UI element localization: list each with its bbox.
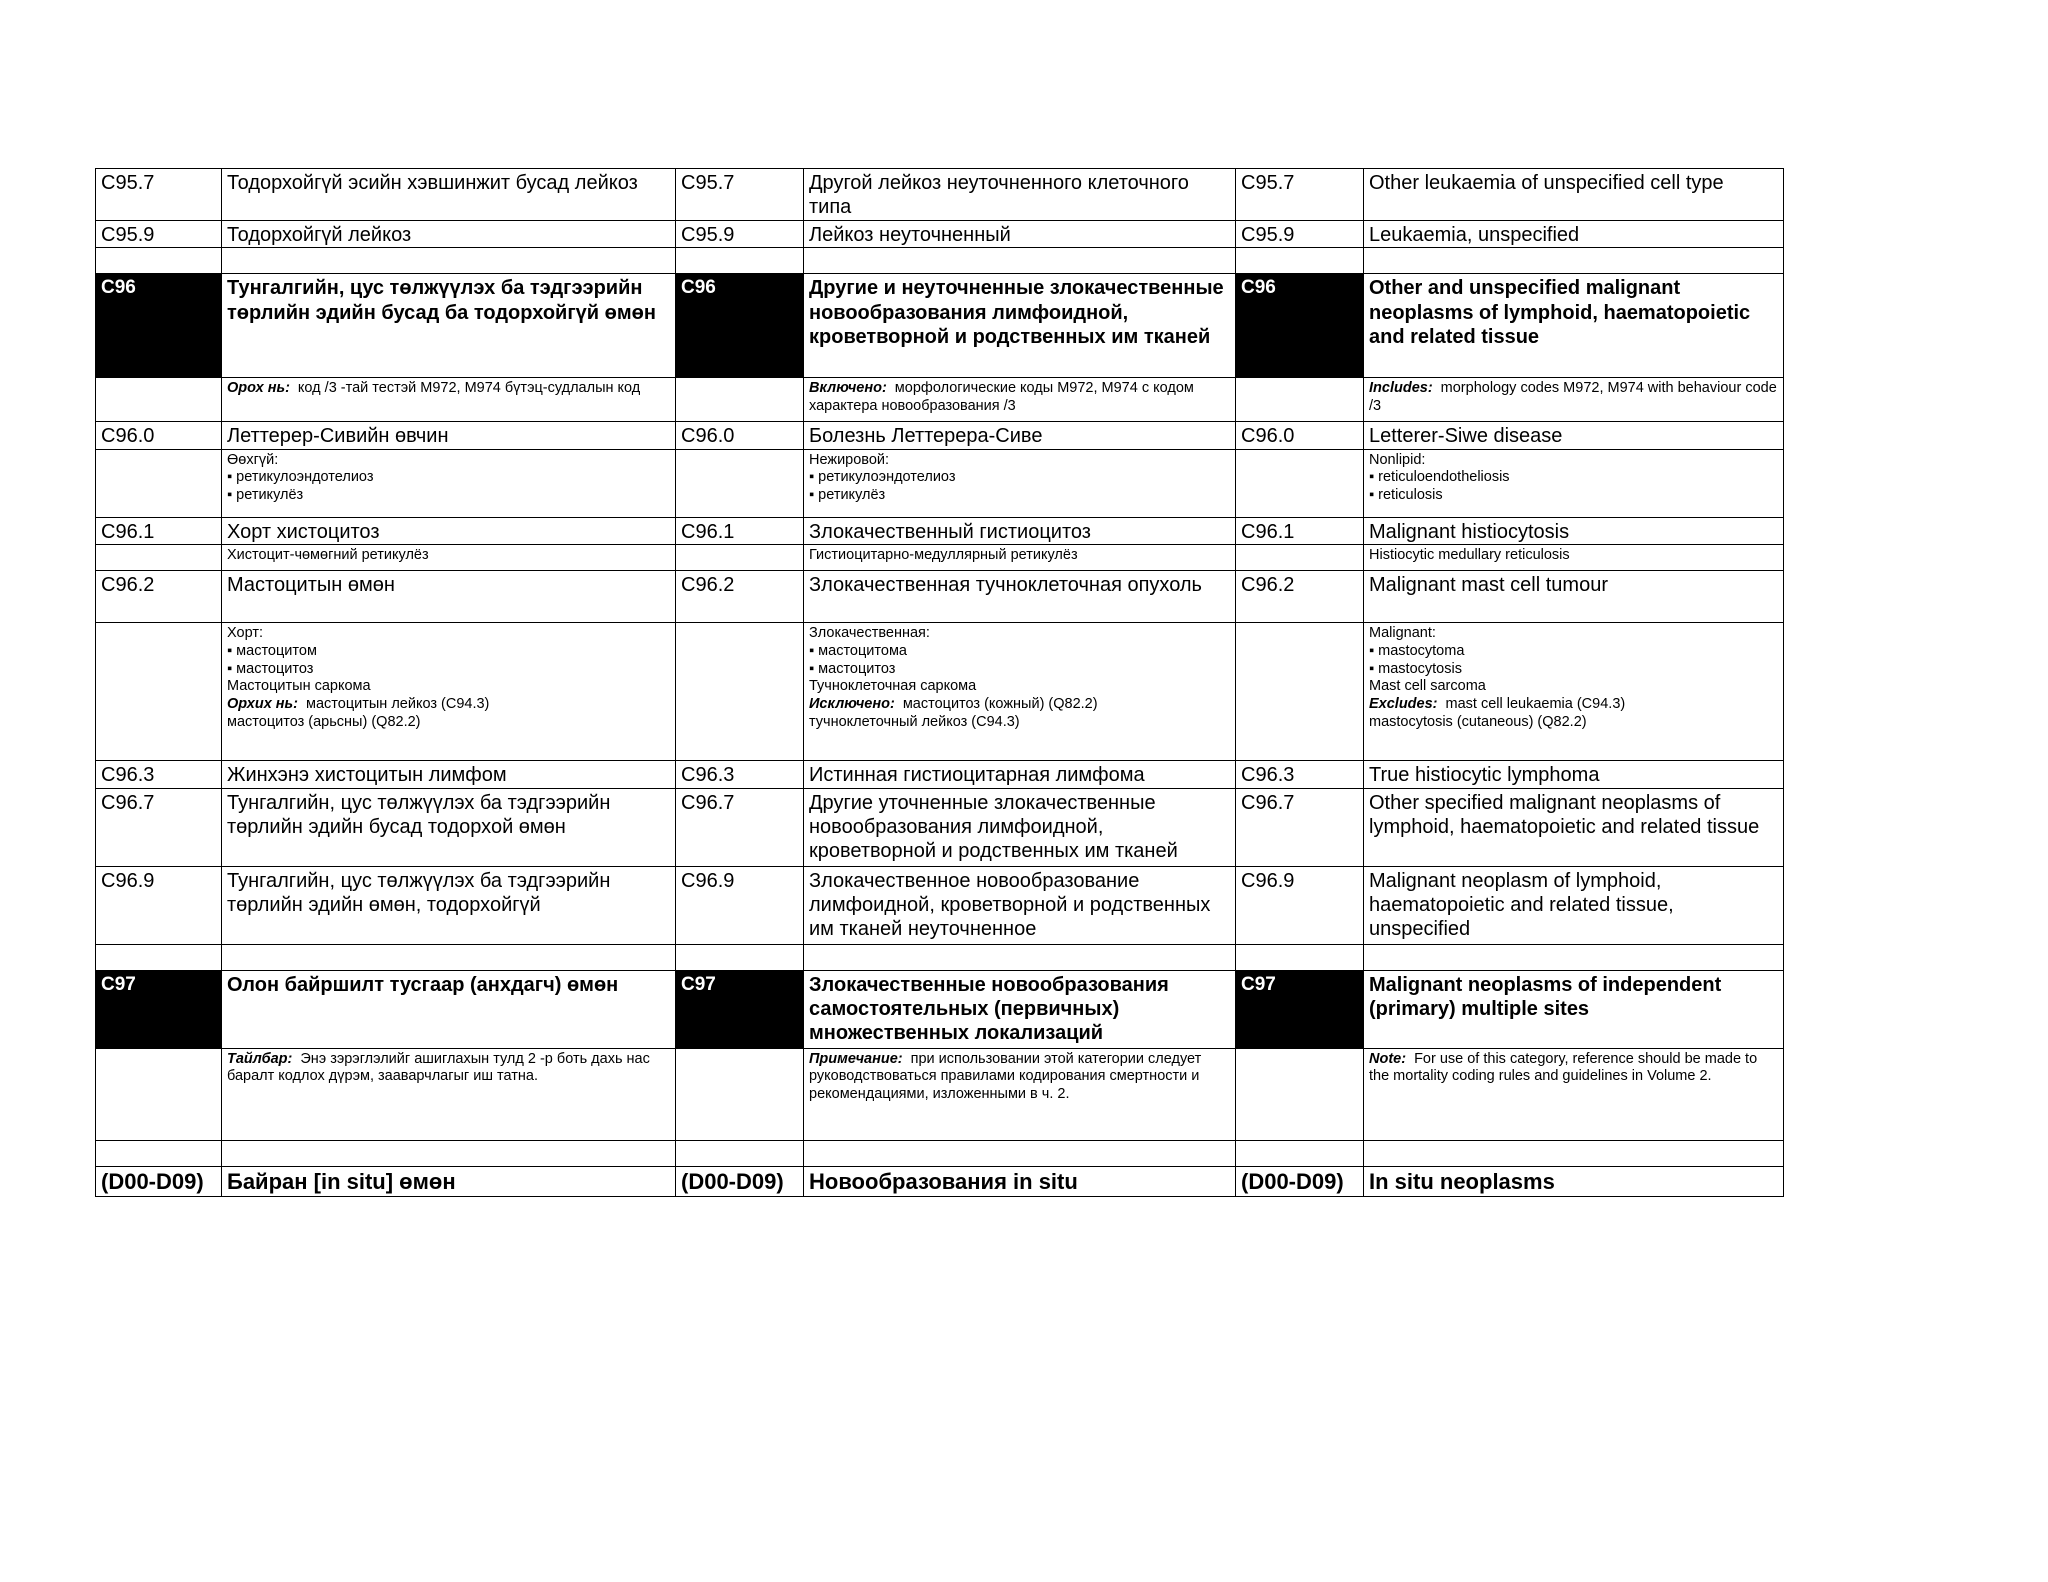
note-line: [809, 643, 1230, 661]
empty-cell: [804, 248, 1236, 274]
note-label: Excludes:: [1369, 695, 1438, 712]
empty-cell: [96, 378, 222, 422]
description-cell: Болезнь Леттерера-Сиве: [804, 422, 1236, 449]
description-cell: Malignant mast cell tumour: [1364, 571, 1784, 623]
table-row: [96, 970, 1784, 1048]
note-text: Энэ зэрэглэлийг ашиглахын тулд 2 -р боть дахь нас баралт кодлох дүрэм, зааварчлагыг иш татна.: [227, 1050, 650, 1085]
empty-cell: [222, 944, 676, 970]
note-text: Nonlipid:: [1369, 451, 1426, 468]
note-text: Histiocytic medullary reticulosis: [1369, 547, 1570, 564]
code-cell: C96.2: [1236, 571, 1364, 623]
note-line: [227, 714, 670, 732]
empty-cell: [676, 449, 804, 517]
empty-cell: [1236, 545, 1364, 571]
note-line: [227, 469, 670, 487]
note-text: мастоцитоз (арьсны) (Q82.2): [227, 713, 421, 730]
description-cell: True histiocytic lymphoma: [1364, 761, 1784, 788]
category-title-cell: Злокачественные новообразования самостоятельных (первичных) множественных локализаций: [804, 970, 1236, 1048]
empty-cell: [804, 1140, 1236, 1166]
note-line: [1369, 661, 1778, 679]
empty-cell: [804, 944, 1236, 970]
note-cell: [222, 545, 676, 571]
note-cell: [1364, 378, 1784, 422]
category-code-cell: C96: [676, 274, 804, 378]
code-cell: (D00-D09): [1236, 1166, 1364, 1196]
table-row: [96, 517, 1784, 544]
code-cell: C96.1: [96, 517, 222, 544]
note-line: [809, 1051, 1230, 1104]
category-title-cell: Олон байршилт тусгаар (анхдагч) өмөн: [222, 970, 676, 1048]
category-title-cell: Other and unspecified malignant neoplasms of lymphoid, haematopoietic and related tissue: [1364, 274, 1784, 378]
note-line: [227, 678, 670, 696]
note-text: тучноклеточный лейкоз (C94.3): [809, 713, 1020, 730]
code-cell: C95.9: [676, 221, 804, 248]
empty-cell: [1236, 944, 1364, 970]
empty-cell: [96, 623, 222, 761]
note-text: Тучноклеточная саркома: [809, 678, 977, 695]
note-cell: [1364, 623, 1784, 761]
description-cell: Новообразования in situ: [804, 1166, 1236, 1196]
empty-cell: [1364, 248, 1784, 274]
note-line: [1369, 625, 1778, 643]
note-text: Malignant:: [1369, 625, 1436, 642]
note-text: ▪ reticulosis: [1369, 487, 1443, 504]
description-cell: Леттерер-Сивийн өвчин: [222, 422, 676, 449]
code-cell: C96.1: [676, 517, 804, 544]
description-cell: Другой лейкоз неуточненного клеточного типа: [804, 169, 1236, 221]
note-line: [809, 661, 1230, 679]
note-cell: [804, 449, 1236, 517]
category-code-cell: C97: [676, 970, 804, 1048]
note-text: ▪ мастоцитоз: [227, 660, 314, 677]
empty-cell: [222, 248, 676, 274]
note-text: ▪ ретикулоэндотелиоз: [227, 469, 374, 486]
empty-cell: [676, 545, 804, 571]
code-cell: C96.9: [676, 866, 804, 944]
code-cell: C96.7: [1236, 788, 1364, 866]
note-text: Нежировой:: [809, 451, 890, 468]
empty-cell: [96, 1048, 222, 1140]
note-cell: [222, 623, 676, 761]
note-text: Злокачественная:: [809, 625, 930, 642]
description-cell: In situ neoplasms: [1364, 1166, 1784, 1196]
note-label: Note:: [1369, 1050, 1407, 1067]
note-line: [227, 380, 670, 398]
code-cell: C96.7: [676, 788, 804, 866]
empty-cell: [1236, 378, 1364, 422]
note-line: [227, 661, 670, 679]
code-cell: C95.7: [1236, 169, 1364, 221]
code-cell: C96.3: [676, 761, 804, 788]
note-text: морфологические коды M972, M974 с кодом характера новообразования /3: [809, 380, 1194, 415]
table-row: [96, 449, 1784, 517]
note-text: ▪ мастоцитоз: [809, 660, 896, 677]
empty-cell: [676, 378, 804, 422]
description-cell: Тодорхойгүй лейкоз: [222, 221, 676, 248]
description-cell: Другие уточненные злокачественные новообразования лимфоидной, кроветворной и родственных им тканей: [804, 788, 1236, 866]
note-line: [809, 714, 1230, 732]
table-row: [96, 761, 1784, 788]
table-row: [96, 422, 1784, 449]
empty-cell: [222, 1140, 676, 1166]
description-cell: Тунгалгийн, цус төлжүүлэх ба тэдгээрийн төрлийн эдийн бусад тодорхой өмөн: [222, 788, 676, 866]
note-line: [1369, 1051, 1778, 1086]
blank-row: [96, 944, 1784, 970]
note-text: For use of this category, reference should be made to the mortality coding rules and guidelines in Volume 2.: [1369, 1050, 1758, 1085]
note-line: [227, 452, 670, 470]
category-code-cell: C96: [96, 274, 222, 378]
description-cell: Letterer-Siwe disease: [1364, 422, 1784, 449]
note-label: Тайлбар:: [227, 1050, 293, 1067]
description-cell: Malignant neoplasm of lymphoid, haematopoietic and related tissue, unspecified: [1364, 866, 1784, 944]
note-line: [1369, 452, 1778, 470]
code-cell: C96.0: [96, 422, 222, 449]
note-text: Гистиоцитарно-медуллярный ретикулёз: [809, 547, 1078, 564]
code-cell: C96.0: [1236, 422, 1364, 449]
note-text: ▪ мастоцитом: [227, 642, 317, 659]
empty-cell: [676, 944, 804, 970]
note-line: [1369, 696, 1778, 714]
note-line: [809, 625, 1230, 643]
table-row: [96, 1166, 1784, 1196]
empty-cell: [96, 1140, 222, 1166]
empty-cell: [676, 248, 804, 274]
note-cell: [1364, 1048, 1784, 1140]
code-cell: C96.9: [1236, 866, 1364, 944]
table-row: [96, 571, 1784, 623]
description-cell: Тунгалгийн, цус төлжүүлэх ба тэдгээрийн төрлийн эдийн өмөн, тодорхойгүй: [222, 866, 676, 944]
category-code-cell: C96: [1236, 274, 1364, 378]
description-cell: Мастоцитын өмөн: [222, 571, 676, 623]
note-text: ▪ mastocytoma: [1369, 642, 1465, 659]
empty-cell: [676, 1140, 804, 1166]
note-text: код /3 -тай тестэй M972, M974 бүтэц-судлалын код: [297, 380, 641, 397]
code-cell: C96.9: [96, 866, 222, 944]
note-line: [227, 643, 670, 661]
note-text: morphology codes M972, M974 with behaviour code /3: [1369, 380, 1777, 415]
note-text: мастоцитын лейкоз (C94.3): [306, 695, 490, 712]
note-line: [1369, 380, 1778, 415]
code-cell: (D00-D09): [676, 1166, 804, 1196]
empty-cell: [1236, 1048, 1364, 1140]
category-code-cell: C97: [1236, 970, 1364, 1048]
category-title-cell: Другие и неуточненные злокачественные новообразования лимфоидной, кроветворной и родственных им тканей: [804, 274, 1236, 378]
empty-cell: [676, 1048, 804, 1140]
note-cell: [1364, 545, 1784, 571]
note-line: [227, 547, 670, 565]
empty-cell: [96, 944, 222, 970]
empty-cell: [1364, 1140, 1784, 1166]
note-label: Включено:: [809, 380, 887, 397]
description-cell: Malignant histiocytosis: [1364, 517, 1784, 544]
code-cell: (D00-D09): [96, 1166, 222, 1196]
note-text: ▪ ретикулёз: [809, 487, 886, 504]
note-text: mast cell leukaemia (C94.3): [1445, 695, 1626, 712]
table-row: [96, 274, 1784, 378]
table-row: [96, 378, 1784, 422]
note-line: [809, 678, 1230, 696]
note-line: [1369, 714, 1778, 732]
note-cell: [804, 545, 1236, 571]
note-cell: [804, 1048, 1236, 1140]
note-text: при использовании этой категории следует руководствоваться правилами кодирования смертности и рекомендациями, изложенными в ч. 2.: [809, 1050, 1202, 1102]
description-cell: Истинная гистиоцитарная лимфома: [804, 761, 1236, 788]
empty-cell: [676, 623, 804, 761]
description-cell: Жинхэнэ хистоцитын лимфом: [222, 761, 676, 788]
code-cell: C95.9: [96, 221, 222, 248]
note-cell: [1364, 449, 1784, 517]
code-cell: C96.7: [96, 788, 222, 866]
blank-row: [96, 1140, 1784, 1166]
empty-cell: [96, 545, 222, 571]
empty-cell: [1236, 449, 1364, 517]
note-cell: [222, 449, 676, 517]
description-cell: Злокачественный гистиоцитоз: [804, 517, 1236, 544]
note-line: [809, 469, 1230, 487]
description-cell: Лейкоз неуточненный: [804, 221, 1236, 248]
note-line: [1369, 678, 1778, 696]
note-line: [227, 625, 670, 643]
note-label: Исключено:: [809, 695, 895, 712]
note-text: Мастоцитын саркома: [227, 678, 371, 695]
description-cell: Other leukaemia of unspecified cell type: [1364, 169, 1784, 221]
note-text: ▪ мастоцитома: [809, 642, 907, 659]
note-line: [1369, 487, 1778, 505]
table-row: [96, 866, 1784, 944]
note-text: ▪ ретикулоэндотелиоз: [809, 469, 956, 486]
note-label: Includes:: [1369, 380, 1433, 397]
code-cell: C96.3: [1236, 761, 1364, 788]
note-text: ▪ ретикулёз: [227, 487, 304, 504]
note-cell: [222, 1048, 676, 1140]
note-text: Хорт:: [227, 625, 263, 642]
code-cell: C96.2: [96, 571, 222, 623]
note-text: мастоцитоз (кожный) (Q82.2): [902, 695, 1098, 712]
category-code-cell: C97: [96, 970, 222, 1048]
note-line: [1369, 643, 1778, 661]
note-line: [809, 452, 1230, 470]
description-cell: Хорт хистоцитоз: [222, 517, 676, 544]
note-text: mastocytosis (cutaneous) (Q82.2): [1369, 713, 1587, 730]
table-row: [96, 623, 1784, 761]
note-line: [809, 487, 1230, 505]
code-cell: C96.0: [676, 422, 804, 449]
icd-code-table: [95, 168, 1784, 1197]
empty-cell: [96, 248, 222, 274]
table-row: [96, 1048, 1784, 1140]
note-line: [227, 1051, 670, 1086]
code-cell: C96.1: [1236, 517, 1364, 544]
description-cell: Leukaemia, unspecified: [1364, 221, 1784, 248]
note-label: Орох нь:: [227, 380, 290, 397]
note-line: [809, 696, 1230, 714]
category-title-cell: Тунгалгийн, цус төлжүүлэх ба тэдгээрийн төрлийн эдийн бусад ба тодорхойгүй өмөн: [222, 274, 676, 378]
blank-row: [96, 248, 1784, 274]
note-line: [809, 547, 1230, 565]
note-label: Примечание:: [809, 1050, 903, 1067]
category-title-cell: Malignant neoplasms of independent (primary) multiple sites: [1364, 970, 1784, 1048]
note-label: Орхих нь:: [227, 695, 298, 712]
note-line: [1369, 547, 1778, 565]
code-cell: C95.7: [96, 169, 222, 221]
note-cell: [804, 623, 1236, 761]
empty-cell: [1236, 248, 1364, 274]
table-row: [96, 788, 1784, 866]
code-cell: C96.3: [96, 761, 222, 788]
note-text: ▪ mastocytosis: [1369, 660, 1462, 677]
code-cell: C95.9: [1236, 221, 1364, 248]
empty-cell: [1236, 1140, 1364, 1166]
code-cell: C95.7: [676, 169, 804, 221]
table-row: [96, 545, 1784, 571]
description-cell: Злокачественная тучноклеточная опухоль: [804, 571, 1236, 623]
empty-cell: [96, 449, 222, 517]
code-cell: C96.2: [676, 571, 804, 623]
note-line: [227, 696, 670, 714]
empty-cell: [1236, 623, 1364, 761]
note-cell: [804, 378, 1236, 422]
description-cell: Байран [in situ] өмөн: [222, 1166, 676, 1196]
note-line: [809, 380, 1230, 415]
note-line: [1369, 469, 1778, 487]
table-row: [96, 221, 1784, 248]
note-text: Mast cell sarcoma: [1369, 678, 1486, 695]
note-cell: [222, 378, 676, 422]
empty-cell: [1364, 944, 1784, 970]
note-text: ▪ reticuloendotheliosis: [1369, 469, 1510, 486]
description-cell: Тодорхойгүй эсийн хэвшинжит бусад лейкоз: [222, 169, 676, 221]
note-text: Хистоцит-чөмөгний ретикулёз: [227, 547, 429, 564]
description-cell: Other specified malignant neoplasms of lymphoid, haematopoietic and related tissue: [1364, 788, 1784, 866]
description-cell: Злокачественное новообразование лимфоидной, кроветворной и родственных им тканей неуточненное: [804, 866, 1236, 944]
table-body: [96, 169, 1784, 1197]
table-row: [96, 169, 1784, 221]
note-text: Өөхгүй:: [227, 451, 279, 468]
note-line: [227, 487, 670, 505]
